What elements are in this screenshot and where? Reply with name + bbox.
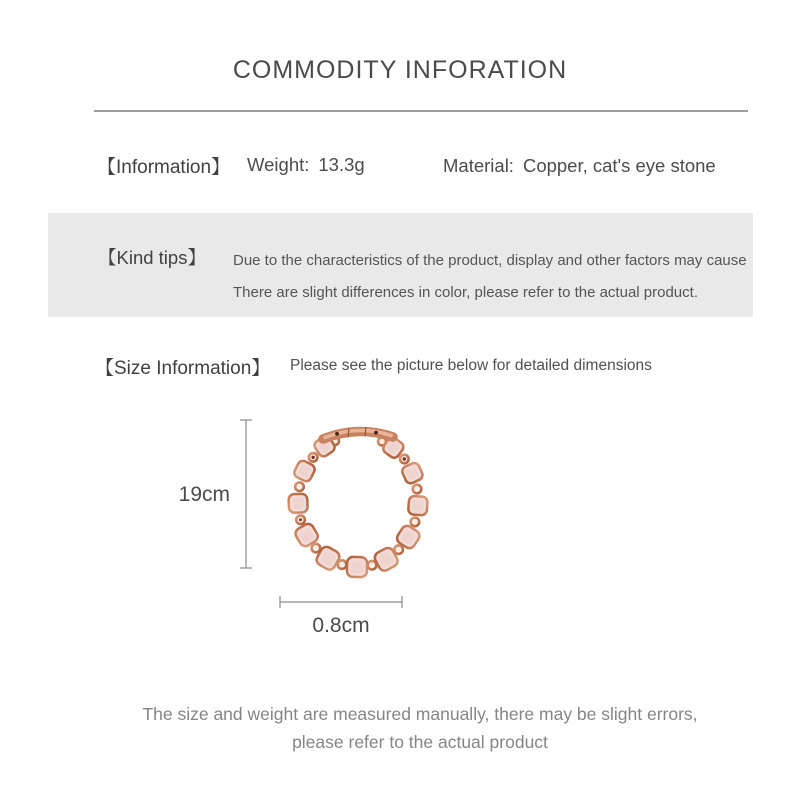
title-divider [94,110,748,112]
footer-line-1: The size and weight are measured manually, there may be slight errors, [142,704,698,724]
material-field [443,155,716,177]
material-label: Material: [443,155,514,176]
size-section-label: 【Size Information】 [95,358,271,379]
kind-tips-section-label: 【Kind tips】 [98,247,206,268]
weight-field [247,154,365,176]
material-value: Copper, cat's eye stone [522,155,716,176]
weight-value: 13.3g [318,154,365,175]
height-dimension-label: 19cm [178,483,230,506]
kind-tips-text [233,245,747,308]
horizontal-dimension-line [279,595,403,609]
bracelet-image [265,412,451,587]
footer-disclaimer [40,701,800,756]
width-dimension-label: 0.8cm [312,614,370,637]
kind-tips-line-2: There are slight differences in color, please refer to the actual product. [233,283,698,301]
weight-label: Weight: [247,154,310,175]
bracelet-clasp [323,427,393,439]
kind-tips-band [48,213,753,317]
footer-line-2: please refer to the actual product [292,731,548,752]
information-section-label: 【Information】 [97,157,231,178]
kind-tips-line-1: Due to the characteristics of the product, display and other factors may cause [233,252,747,269]
vertical-dimension-line [239,419,253,569]
size-description: Please see the picture below for detailed dimensions [290,357,652,374]
page-title: COMMODITY INFORATION [232,56,568,84]
